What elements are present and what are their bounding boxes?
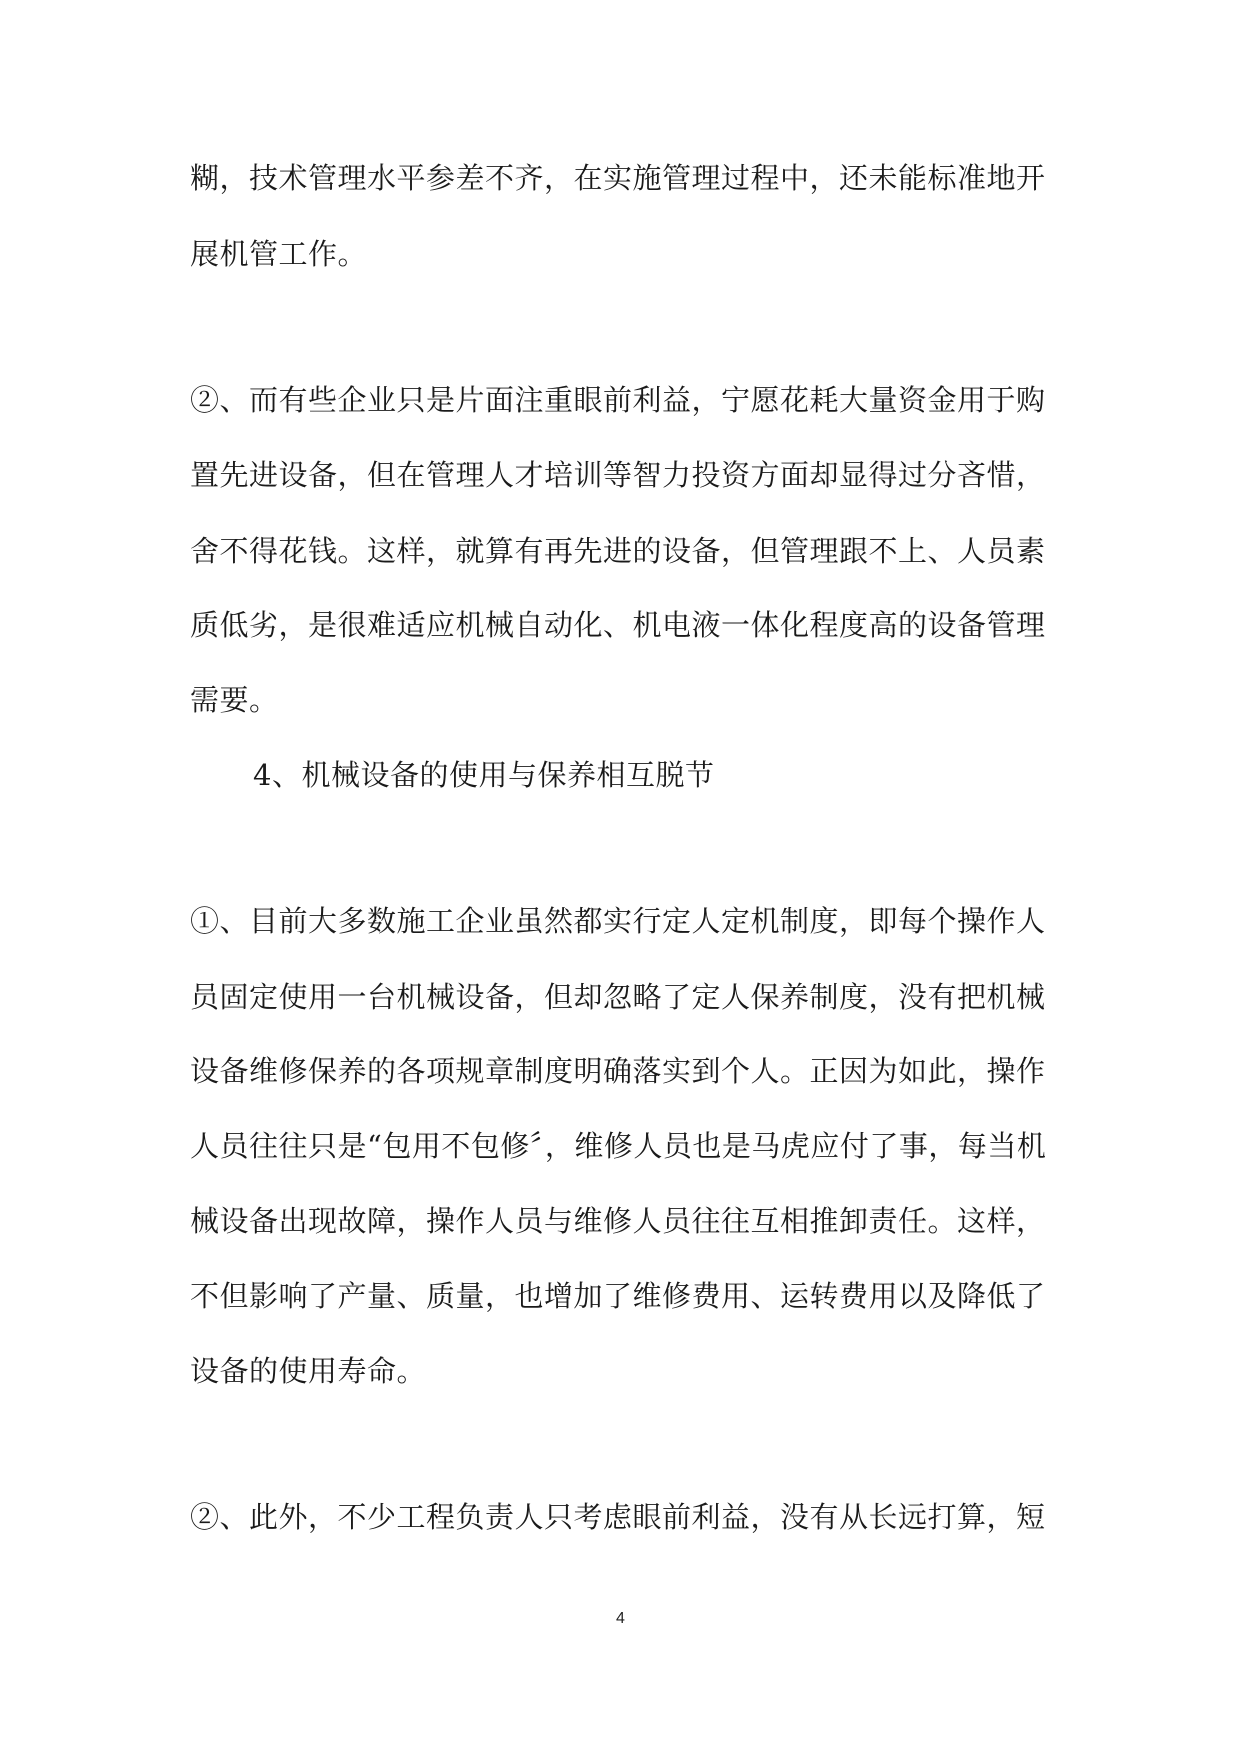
text-line-7: 需要。 [190, 683, 279, 717]
text-line-13: 械设备出现故障，操作人员与维修人员往往互相推卸责任。这样， [190, 1204, 1046, 1238]
text-line-11: 设备维修保养的各项规章制度明确落实到个人。正因为如此，操作 [190, 1054, 1046, 1088]
text-line-14: 不但影响了产量、质量，也增加了维修费用、运转费用以及降低了 [190, 1279, 1046, 1313]
text-line-6: 质低劣，是很难适应机械自动化、机电液一体化程度高的设备管理 [190, 608, 1046, 642]
text-line-5: 舍不得花钱。这样，就算有再先进的设备，但管理跟不上、人员素 [190, 534, 1046, 568]
section-heading: 4、机械设备的使用与保养相互脱节 [253, 758, 715, 792]
text-line-15: 设备的使用寿命。 [190, 1354, 427, 1388]
text-line-16: ②、此外，不少工程负责人只考虑眼前利益，没有从长远打算，短 [190, 1500, 1046, 1534]
text-line-10: 员固定使用一台机械设备，但却忽略了定人保养制度，没有把机械 [190, 980, 1046, 1014]
text-line-2: 展机管工作。 [190, 237, 368, 271]
text-line-4: 置先进设备，但在管理人才培训等智力投资方面却显得过分吝惜， [190, 458, 1046, 492]
page-number: 4 [616, 1610, 625, 1627]
text-line-12: 人员往往只是“包用不包修〞，维修人员也是马虎应付了事，每当机 [190, 1129, 1047, 1163]
text-line-1: 糊，技术管理水平参差不齐，在实施管理过程中，还未能标准地开 [190, 161, 1046, 195]
text-line-9: ①、目前大多数施工企业虽然都实行定人定机制度，即每个操作人 [190, 904, 1046, 938]
text-line-3: ②、而有些企业只是片面注重眼前利益，宁愿花耗大量资金用于购 [190, 383, 1046, 417]
